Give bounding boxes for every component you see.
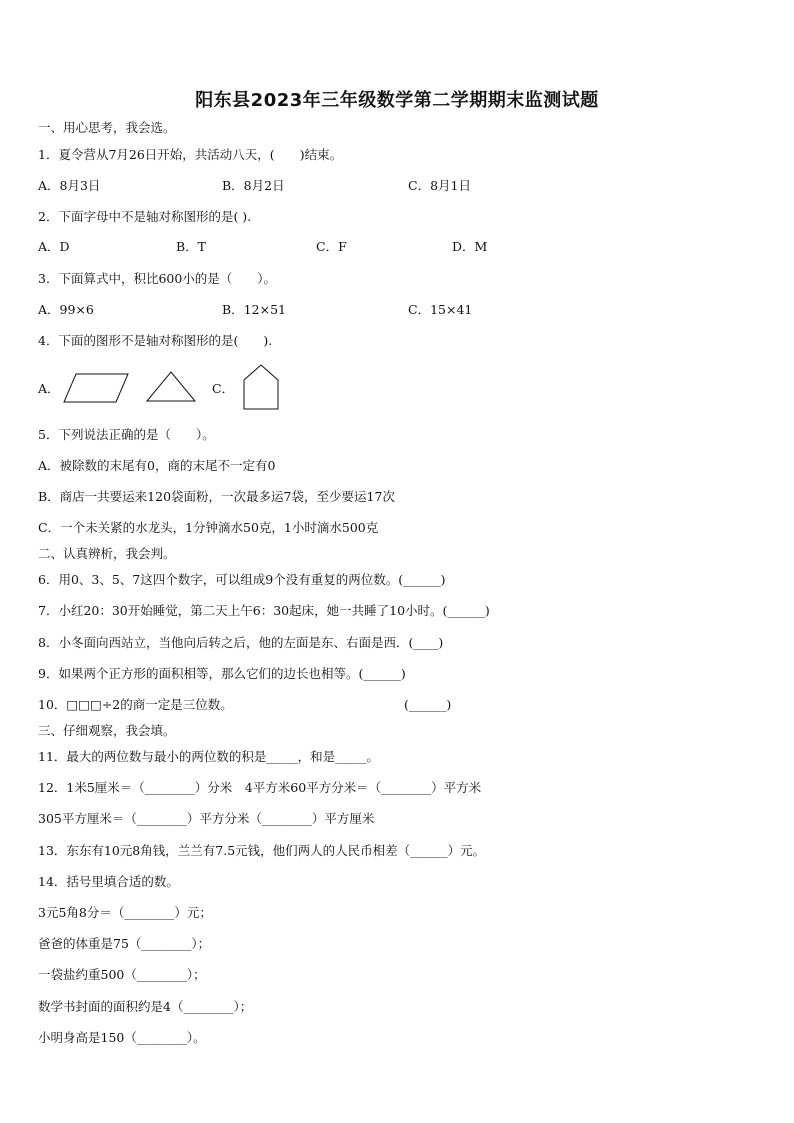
question-6: 6．用0、3、5、7这四个数字，可以组成9个没有重复的两位数。(______) bbox=[38, 572, 446, 587]
question-8: 8．小冬面向西站立，当他向后转之后，他的左面是东、右面是西．(____) bbox=[38, 635, 444, 650]
section-1-heading: 一、用心思考，我会选。 bbox=[38, 120, 176, 135]
question-12-line-2: 305平方厘米＝（________）平方分米（________）平方厘米 bbox=[38, 811, 375, 826]
parallelogram-figure bbox=[62, 372, 130, 404]
question-14: 14．括号里填合适的数。 bbox=[38, 874, 179, 889]
q5-option-a: A．被除数的末尾有0，商的末尾不一定有0 bbox=[38, 458, 276, 473]
question-11: 11．最大的两位数与最小的两位数的积是_____，和是_____。 bbox=[38, 749, 379, 764]
question-9: 9．如果两个正方形的面积相等，那么它们的边长也相等。(______) bbox=[38, 666, 406, 681]
q3-option-c: C．15×41 bbox=[408, 302, 473, 317]
q14-line-5: 小明身高是150（________）。 bbox=[38, 1030, 206, 1045]
q10-answer-blank: (______) bbox=[404, 697, 452, 712]
pentagon-house-figure bbox=[241, 363, 281, 411]
q2-option-d: D．M bbox=[452, 239, 488, 254]
section-2-heading: 二、认真辨析，我会判。 bbox=[38, 546, 176, 561]
question-1: 1．夏令营从7月26日开始，共活动八天，( )结束。 bbox=[38, 147, 343, 162]
q2-option-a: A．D bbox=[38, 239, 70, 254]
question-10: 10．□□□÷2的商一定是三位数。 bbox=[38, 697, 233, 712]
q5-option-b: B．商店一共要运来120袋面粉，一次最多运7袋，至少要运17次 bbox=[38, 489, 395, 504]
question-2: 2．下面字母中不是轴对称图形的是( ). bbox=[38, 209, 252, 224]
q2-option-b: B．T bbox=[176, 239, 207, 254]
q5-option-c: C．一个未关紧的水龙头，1分钟滴水50克，1小时滴水500克 bbox=[38, 520, 379, 535]
question-13: 13．东东有10元8角钱，兰兰有7.5元钱，他们两人的人民币相差（______）元。 bbox=[38, 843, 486, 858]
q4-option-a: A． bbox=[38, 381, 60, 396]
question-7: 7．小红20：30开始睡觉，第二天上午6：30起床，她一共睡了10小时。(______) bbox=[38, 603, 490, 618]
q14-line-2: 爸爸的体重是75（________）； bbox=[38, 936, 211, 951]
question-3: 3．下面算式中，积比600小的是（ ）。 bbox=[38, 271, 277, 286]
q14-line-3: 一袋盐约重500（________）； bbox=[38, 967, 206, 982]
q1-option-c: C．8月1日 bbox=[408, 178, 471, 193]
section-3-heading: 三、仔细观察，我会填。 bbox=[38, 723, 176, 738]
triangle-figure bbox=[145, 370, 197, 404]
page-title: 阳东县2023年三年级数学第二学期期末监测试题 bbox=[195, 90, 599, 111]
q3-option-a: A．99×6 bbox=[38, 302, 94, 317]
question-5: 5．下列说法正确的是（ ）。 bbox=[38, 427, 215, 442]
q1-option-a: A．8月3日 bbox=[38, 178, 101, 193]
question-4: 4．下面的图形不是轴对称图形的是( ). bbox=[38, 333, 273, 348]
q14-line-4: 数学书封面的面积约是4（________）； bbox=[38, 999, 253, 1014]
q3-option-b: B．12×51 bbox=[222, 302, 286, 317]
q4-option-c: C． bbox=[212, 381, 235, 396]
question-12-line-1: 12．1米5厘米＝（________）分米 4平方米60平方分米＝（________）平方米 bbox=[38, 780, 482, 795]
q2-option-c: C．F bbox=[316, 239, 347, 254]
q1-option-b: B．8月2日 bbox=[222, 178, 285, 193]
q14-line-1: 3元5角8分＝（________）元； bbox=[38, 905, 212, 920]
